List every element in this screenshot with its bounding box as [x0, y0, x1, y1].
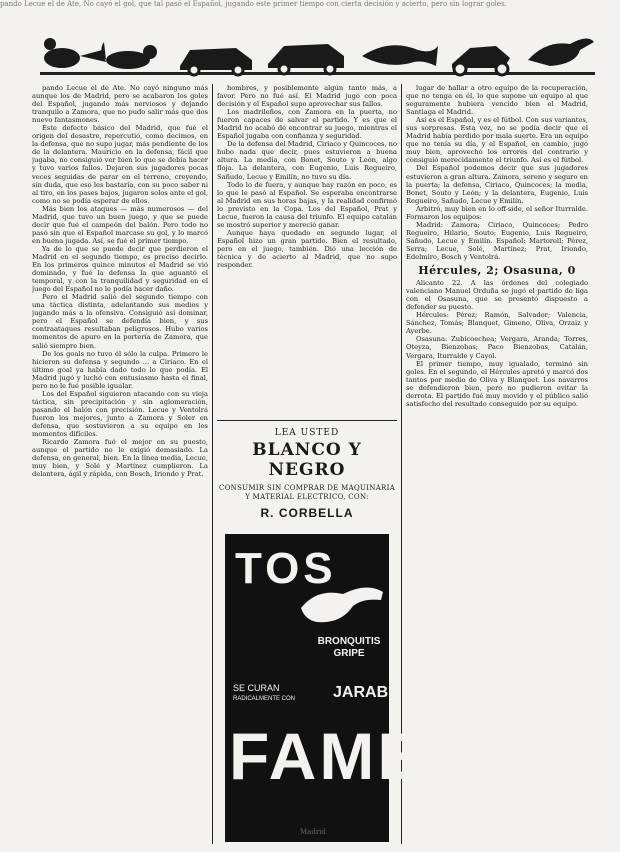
- paragraph: Ya de lo que se puede decir que perdieron el Madrid en el segundo tiempo, es preciso decirlo. En los primeros quince minutos el Madrid se vió dominado, y fué la defensa la que aguantó el temporal, y con la tranquilidad y seguridad en el juego del Español no le podía hacer daño.: [32, 244, 208, 294]
- paragraph: Así es el Español, y es el fútbol. Con sus variantes, sus sorpresas. Esta vez, no se podía decir que el Madrid había perdido por mala suerte. Era un equipo que no tenía su día, y el Español, en cambio, jugó muy bien, aprovechó los errores del contrario y consiguió merecidamente el triunfo. Así es el fútbol.: [406, 116, 588, 165]
- ad-jarabe: JARABE: [333, 684, 399, 701]
- paragraph: Los del Español siguieron atacando con su vieja táctica, sin precipitación y sin aglomeración, pasando el balón con precisión. Lecue y Ventolrá fueron los mejores, junto a Zamora y Soler en defensa, que sostuvieron a su equipo en los momentos difíciles.: [32, 389, 208, 439]
- paragraph: Todo lo de fuera, y aunque hay razón en poco, es lo que le pasó al Español. Se esperaba encontrarse al Madrid en sus horas bajas, y la realidad confirmó lo previsto en la Copa. Los del Español, Prat y Lecue, fueron la causa del triunfo. El equipo catalán se mostró superior y mereció ganar.: [217, 180, 397, 229]
- hand-pointing-icon: [297, 578, 387, 634]
- advertisement: [217, 424, 468, 844]
- paragraph: lugar de hallar a otro equipo de la recuperación, que no tenga en él, lo que supone un equipo al que seguramente hubiera vencido bien el Madrid, Santiaga el Madrid.: [406, 84, 588, 117]
- paragraph: Este defecto básico del Madrid, que fué el origen del desastre, repercutió, como decimos, en la defensa, que no supo jugar, más pendiente de los de la delantera. Mauricio en la defensa, fácil que jugaba, no consiguió ver bien lo que se debía hacer y tuvo varios fallos. Dejaron sus jugadores pocas veces seguidas de parar en el terreno, creyendo, sin duda, que eso les bastaría, con su poco saber ni al tiro, en los pases bajos, jugaron solos ante el gol, como no se podía esperar de ellos.: [32, 124, 208, 205]
- ad-radicalmente: RADICALMENTE CON: [233, 696, 296, 702]
- ad-famel-word: FAMEL: [229, 719, 468, 793]
- paragraph: De los goals no tuvo él sólo la culpa. Primero le hicieron su defensa y segundo ... a Ciriaco. En el último goal ya había dado todo lo que podía. El Madrid jugó y luchó con entusiasmo hasta el final, pero no le fué posible igualar.: [32, 349, 208, 390]
- paragraph: Hércules: Pérez; Ramón, Salvador; Valencia, Sánchez, Tomás; Blanquet, Gimeno, Oliva, Orzaiz y Ayerbe.: [406, 311, 588, 336]
- paragraph: hombres, y posiblemente algún tanto más, a favor. Pero no fué así. El Madrid jugó con poca decisión y el Español supo aprovechar sus fallos.: [217, 84, 397, 109]
- ad-bronquitis-gripe: [313, 636, 385, 660]
- ad-gripe: GRIPE: [333, 648, 365, 659]
- ad-bronquitis: BRONQUITIS: [317, 636, 381, 647]
- lineups-paragraph: Madrid: Zamora; Ciriaco, Quincoces; Pedro Regueiro, Hilario, Souto; Eugenio, Luis Regueiro, Sañudo, Lecue y Emilín. Español: Martorell; Pérez, Serra; Lecue, Solé, Martínez; Prat, Iriondo, Edelmiro, Bosch y Ventolrá.: [406, 220, 588, 261]
- header-banner-illustration: [40, 20, 595, 82]
- ad-tos-word: TOS: [235, 544, 337, 593]
- paragraph: Osasuna: Zubicoechea; Vergara, Aranda; Torres, Oteyza, Bienzobas; Paco Bienzobas, Catalán, Vergara, Iturralde y Cayol.: [406, 335, 588, 360]
- article-column-1: [32, 84, 208, 850]
- paragraph: Los madrileños, con Zamora en la puerta, no fueron capaces de salvar el partido. Y es que el Madrid no acabó de encontrar su juego, mientras el Español jugaba con confianza y seguridad.: [217, 108, 397, 141]
- paragraph: Pero el Madrid salió del segundo tiempo con una táctica distinta, adelantando sus medios y jugando más a la ofensiva. Consiguió así dominar, pero el Español se defendía bien, y sus contraataques resultaban peligrosos. Hubo varios momentos de apuro en la portería de Zamora, que salió siempre bien.: [32, 293, 208, 350]
- footer-text: Madrid: [300, 828, 326, 836]
- column-divider-left: [212, 84, 213, 844]
- paragraph: El primer tiempo, muy igualado, terminó sin goles. En el segundo, el Hércules apretó y marcó dos tantos por medio de Oliva y Blanquet. Los navarros se defendieron bien, pero no pudieron evitar la derrota. El partido fué muy movido y el público salió satisfecho del resultado conseguido por su equipo.: [406, 359, 588, 408]
- paragraph: Del Español podemos decir que sus jugadores estuvieron a gran altura. Zamora, sereno y seguro en la puerta; la defensa, Ciriaco, Quincoces; la media, Bonet, Souto y León; y la delantera, Eugenio, Luis Regueiro, Sañudo, Lecue y Emilín.: [406, 164, 588, 205]
- ad-top-rule: [217, 420, 397, 421]
- top-bleed-text: pando Lecue el de Ate, No cayó el gol, que tal pasó el Español, jugando este primer tiempo con cierta decisión y acierto, pero sin lograr goles.: [0, 0, 507, 8]
- ad-company-name: R. CORBELLA: [260, 506, 354, 520]
- article-column-3: [406, 84, 588, 850]
- paragraph: Aunque haya quedado en segundo lugar, el Español hizo un gran partido. Bien el resultado, pero en el juego, también. Dió una lección de técnica y de acierto al Madrid, que no supo responder.: [217, 228, 397, 270]
- ad-subtitle: CONSUMIR SIN COMPRAR DE MAQUINARIA Y MATERIAL ELECTRICO, CON:: [218, 484, 396, 501]
- paragraph: Ricardo Zamora fué el mejor en su puesto, aunque el partido no le exigió demasiado. La defensa, en general, bien. En la línea media, Lecue, muy bien, y Solé y Martínez cumplieron. La delantera, ágil y rápida, con Bosch, Iriondo y Prat.: [32, 438, 208, 479]
- paragraph: De la defensa del Madrid, Ciriaco y Quincoces, no hubo nada que decir, pues estuvieron a buena altura. La media, con Bonet, Souto y León, algo floja. La delantera, con Eugenio, Luis Regueiro, Sañudo, Lecue y Emilín, no tuvo su día.: [217, 140, 397, 181]
- famel-ad-panel: [225, 534, 468, 842]
- ad-se-curan-text: SE CURAN: [233, 683, 280, 693]
- match-headline: Hércules, 2; Osasuna, 0: [418, 264, 576, 278]
- paragraph: pando Lecue el de Ate. No cayó ninguno más aunque los de Madrid, pero se acabaron los goles del Español, jugando más nerviosos y dejando tranquilo a Zamora, que no pudo salir más que dos nuevo fantasmones.: [32, 84, 208, 125]
- paragraph: Alicante 22. A las órdenes del colegiado valenciano Manuel Orduña se jugó el partido de liga con el Osasuna, que se presentó dispuesto a defender su puesto.: [406, 279, 588, 312]
- referee-paragraph: Arbitró, muy bien en lo off-side, el señor Iturralde. Formaron los equipos:: [406, 204, 588, 221]
- ad-blanco-y-negro: BLANCO Y NEGRO: [252, 440, 362, 480]
- paragraph: Más bien los ataques — más numerosos — del Madrid, que tuvo un buen juego, y que se puede decir que fué el campeón del balón. Pero todo no pasó sin que el Español marcase su gol, y lo marcó en buena jugada. Así, se fué el primer tiempo.: [32, 204, 208, 245]
- ad-lea-usted: LEA USTED: [274, 428, 340, 438]
- article-column-2: [217, 84, 397, 418]
- ad-se-curan: [233, 684, 295, 704]
